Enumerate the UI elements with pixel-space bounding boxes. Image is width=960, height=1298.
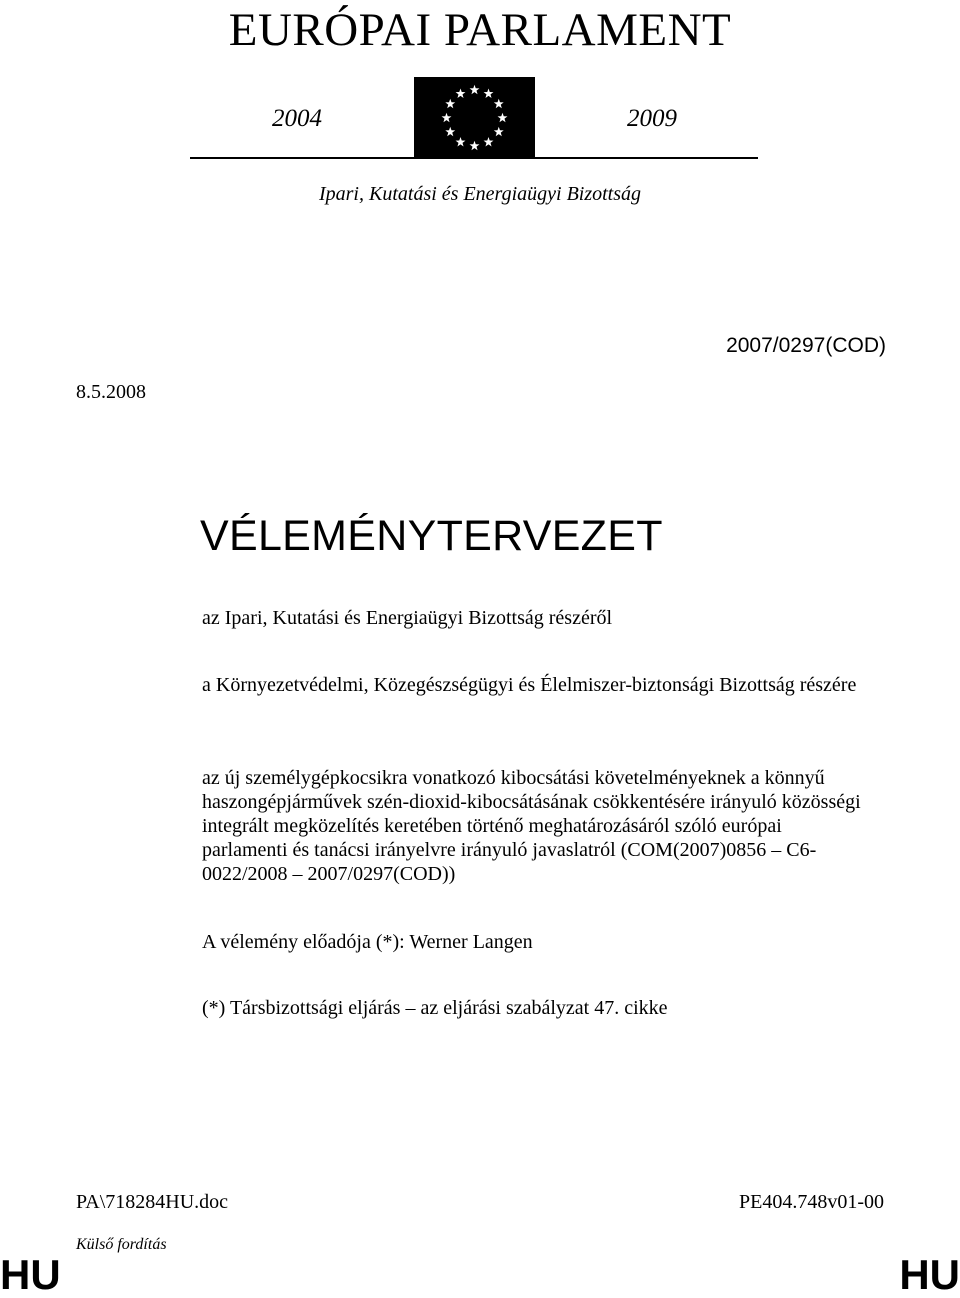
term-end-year: 2009 [627, 105, 677, 132]
eu-flag-logo [414, 77, 535, 159]
star-icon [442, 113, 452, 122]
eu-stars-icon [414, 77, 535, 159]
star-icon [445, 99, 455, 108]
document-title: VÉLEMÉNYTERVEZET [200, 512, 663, 560]
subject-text: az új személygépkocsikra vonatkozó kibocsátási követelményeknek a könnyű haszongépjárművek szén-dioxid-kibocsátásának csökkentésére irányuló közösségi integrált megközelítés keretében történő meghatározásáról szóló európai parlamenti és tanácsi irányelvre irányuló javaslatról (COM(2007)0856 – C6-0022/2008 – 2007/0297(COD)) [202, 767, 861, 885]
star-icon [484, 89, 494, 98]
parliament-title: EURÓPAI PARLAMENT [228, 4, 732, 56]
pe-number: PE404.748v01-00 [739, 1191, 884, 1213]
translation-note: Külső fordítás [76, 1236, 167, 1253]
term-start-year: 2004 [272, 105, 322, 132]
file-name: PA\718284HU.doc [76, 1191, 229, 1213]
language-code-right: HU [899, 1251, 960, 1298]
star-icon [498, 113, 508, 122]
star-icon [445, 127, 455, 136]
to-committee: a Környezetvédelmi, Közegészségügyi és Élelmiszer-biztonsági Bizottság részére [202, 674, 857, 696]
procedure-reference: 2007/0297(COD) [726, 334, 886, 357]
rapporteur: A vélemény előadója (*): Werner Langen [202, 931, 533, 953]
star-icon [456, 89, 466, 98]
star-icon [456, 137, 466, 146]
committee-name: Ipari, Kutatási és Energiaügyi Bizottság [318, 183, 642, 205]
from-committee: az Ipari, Kutatási és Energiaügyi Bizottság részéről [202, 607, 613, 629]
language-code-left: HU [0, 1251, 61, 1298]
star-icon [494, 127, 504, 136]
procedure-note: (*) Társbizottsági eljárás – az eljárási szabályzat 47. cikke [202, 997, 668, 1019]
star-icon [470, 141, 480, 150]
star-icon [494, 99, 504, 108]
document-date: 8.5.2008 [76, 381, 146, 403]
star-icon [470, 85, 480, 94]
header-divider [190, 157, 758, 159]
star-icon [484, 137, 494, 146]
